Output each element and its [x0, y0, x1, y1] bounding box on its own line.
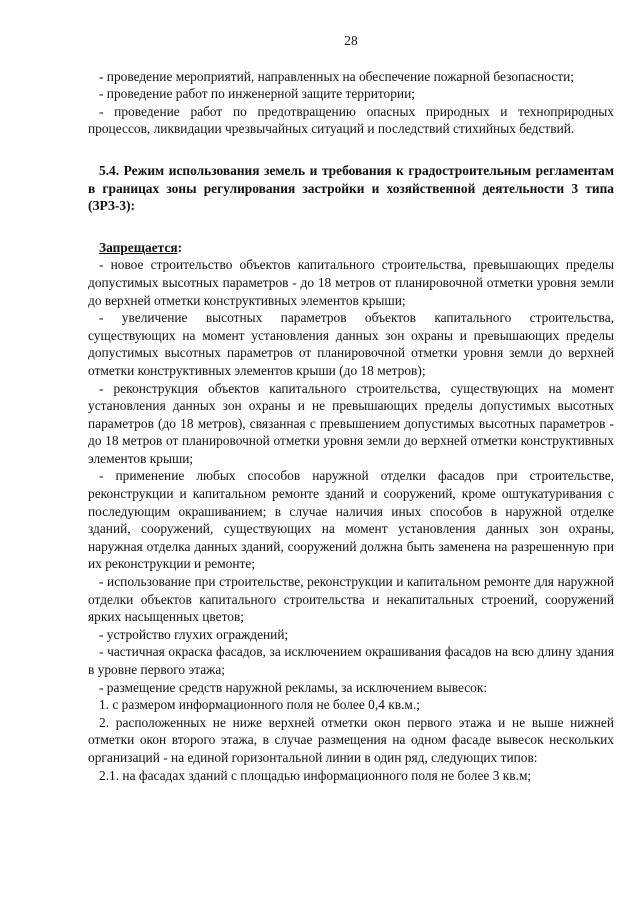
list-item: - частичная окраска фасадов, за исключением окрашивания фасадов на всю длину здания в уровне первого этажа; [88, 644, 614, 677]
list-item: - увеличение высотных параметров объектов капитального строительства, существующих на момент установления данных зон охраны и превышающих пределы допустимых высотных параметров от планировочной отметки уровня земли до верхней отметки конструктивных элементов крыши (до 18 метров); [88, 310, 614, 378]
intro-item-disaster-prevention: - проведение работ по предотвращению опасных природных и технoприродных процессов, ликвидации чрезвычайных ситуаций и последствий стихийных бедствий. [88, 103, 614, 137]
section-heading: 5.4. Режим использования земель и требования к градостроительным регламентам в границах зоны регулирования застройки и хозяйственной деятельности 3 типа (ЗРЗ-3): [88, 162, 614, 214]
list-item: - реконструкция объектов капитального строительства, существующих на момент установления данных зон охраны и не превышающих пределы допустимых высотных параметров (до 18 метров), связанная с превышением допустимых высотных параметров - до 18 метров от планировочной отметки уровня земли до верхней отметки конструктивных элементов крыши; [88, 380, 614, 466]
list-item: - использование при строительстве, реконструкции и капитальном ремонте для наружной отделки объектов капитального строительства и некапитальных строений, сооружений ярких насыщенных цветов; [88, 574, 614, 625]
forbidden-label: Запрещается [99, 239, 178, 255]
list-item: - устройство глухих ограждений; [99, 626, 289, 642]
page-number: 28 [344, 33, 358, 48]
document-page [88, 32, 614, 784]
list-item: 2.1. на фасадах зданий с площадью информационного поля не более 3 кв.м; [99, 767, 532, 783]
list-item: - новое строительство объектов капитального строительства, превышающих пределы допустимых высотных параметров - до 18 метров от планировочной отметки уровня земли до верхней отметки конструктивных элементов крыши; [88, 257, 614, 308]
forbidden-heading [88, 239, 614, 257]
intro-item-engineering-protection: - проведение работ по инженерной защите территории; [99, 86, 415, 102]
list-item: 1. с размером информационного поля не более 0,4 кв.м.; [99, 697, 420, 713]
forbidden-colon: : [177, 239, 183, 255]
list-item: - применение любых способов наружной отделки фасадов при строительстве, реконструкции и капитальном ремонте зданий и сооружений, кроме оштукатуривания с последующим окрашиванием; в случае наличия иных способов в наружной отделке зданий, сооружений, существующих на момент установления данных зон охраны, наружная отделка данных зданий, сооружений должна быть заменена на разрешенную при их реконструкции и ремонте; [88, 468, 614, 572]
intro-item-fire-safety: - проведение мероприятий, направленных на обеспечение пожарной безопасности; [99, 68, 574, 84]
list-item: - размещение средств наружной рекламы, за исключением вывесок: [99, 679, 488, 695]
list-item: 2. расположенных не ниже верхней отметки окон первого этажа и не выше нижней отметки окон второго этажа, в случае размещения на одном фасаде вывесок нескольких организаций - на единой горизонтальной линии в один ряд, следующих типов: [88, 714, 614, 765]
